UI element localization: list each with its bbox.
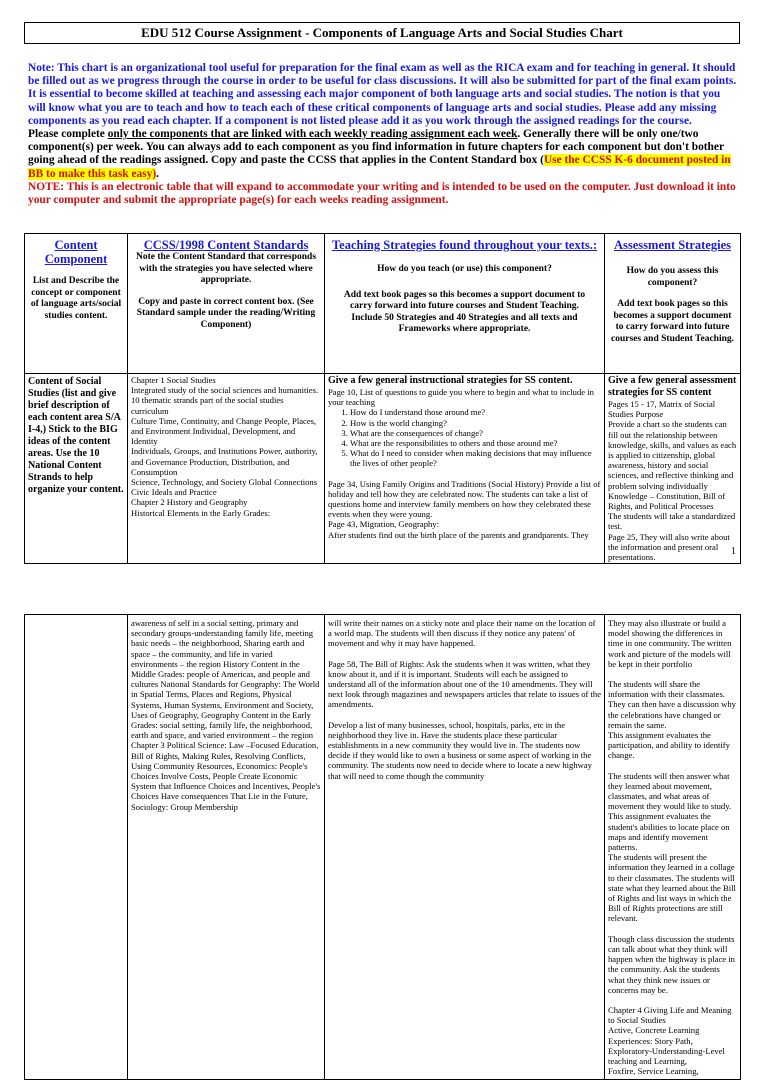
cell-component (25, 374, 128, 564)
standards-line: Integrated study of the social sciences and humanities. (131, 385, 319, 396)
standards-line: 10 thematic strands part of the social studies curriculum (131, 395, 284, 416)
page-number: 1 (731, 546, 736, 557)
cell-assessment-continued (605, 615, 741, 1080)
content-row-continued (25, 615, 741, 1080)
standards-list (128, 374, 324, 519)
standards-continued: awareness of self in a social setting, primary and secondary groups-understanding family life, meeting basic needs – the neighborhood, Sharing earth and space – the community, and life in varied environments – the region History Content in the Middle Grades: people of Americas, and people and cultures National Standards for Geography: The World in Spatial Terms, Places and Regions, Physical Systems, Human Systems, Environment and Society, Uses of Geography, Geography Content in the Early Grades: social setting, family life, the neighborhood, earth and space, and varied environment – the region Chapter 3 Political Science: Law –Focused Education, Bill of Rights, Making Rules, Resolving Conflicts, Using Community Resources, Economics: People's Choices Involve Costs, People Create Economic System that Influence Choices and Incentives, People's Choices Have consequences That Lie in the Future, Sociology: Group Membership (131, 618, 321, 812)
col3-sub1: How do you teach (or use) this component? (377, 264, 552, 274)
please-pre: Please complete (28, 128, 108, 141)
teaching-paragraph: After students find out the birth place of the parents and grandparents. They (328, 529, 589, 540)
header-content-standards (128, 234, 325, 374)
assessment-paragraph: Chapter 4 Giving Life and Meaning to Social Studies (608, 1004, 732, 1026)
assessment-content (605, 374, 740, 563)
teaching-question: 3. What are the consequences of change? (350, 428, 601, 438)
assessment-paragraph: Foxfire, Service Learning, (608, 1066, 699, 1077)
document-title: EDU 512 Course Assignment - Components of Language Arts and Social Studies Chart (24, 22, 740, 44)
assessment-continued (605, 615, 740, 1079)
please-complete (28, 128, 740, 181)
teaching-intro: Page 10, List of questions to guide you where to begin and what to include in your teaching (328, 387, 594, 408)
assessment-paragraph: The students will share the information with their classmates. They can then have a discussion why the celebrations have changed or remain the same. (608, 679, 736, 730)
col3-sub2: Add text book pages so this becomes a support document to carry forward into future courses and Student Teaching. Include 50 Strategies and 40 Strategies and all texts and Frameworks where appropriate. (343, 289, 586, 334)
col2-sub1: Note the Content Standard that corresponds with the strategies you have selected where appropriate. (135, 252, 317, 285)
chart-table-continued (24, 614, 741, 1080)
col2-title: CCSS/1998 Content Standards (143, 238, 309, 252)
teaching-question: 1. How do I understand those around me? (350, 407, 601, 417)
teaching-question: 5. What do I need to consider when making decisions that may influence the lives of other people? (350, 448, 601, 468)
col4-sub2: Add text book pages so this becomes a support document to carry forward into future courses and Student Teaching. (610, 299, 734, 344)
col3-title: Teaching Strategies found throughout your texts.: (331, 238, 598, 252)
please-underlined: only the components that are linked with each weekly reading assignment each week (107, 128, 518, 141)
assessment-paragraph: The students will then answer what they learned about movement, classmates, and what areas of movement they would like to study. (608, 770, 732, 812)
please-end: . (156, 167, 160, 180)
standards-line: Chapter 2 History and Geography (131, 497, 248, 508)
col4-sub1: How do you assess this component? (626, 266, 719, 288)
assessment-paragraph: Page 25, They will also write about the information and present oral presentations. (608, 531, 730, 563)
assessment-paragraph: Though class discussion the students can talk about what they think will happen when the highway is place in the community. Ask the students what they think new issues or concerns may be. (608, 933, 735, 995)
teaching-paragraph: Page 43, Migration, Geography: (328, 519, 439, 530)
cell-standards (128, 374, 325, 564)
teaching-content (325, 374, 604, 541)
cell-assessment (605, 374, 741, 564)
col1-sub: List and Describe the concept or component of language arts/social studies content. (30, 276, 122, 321)
content-row (25, 374, 741, 564)
note-red: NOTE: This is an electronic table that will expand to accommodate your writing and is intended to be used on the computer. Just download it into your computer and submit the appropriate page(s) for each weeks reading assignment. (28, 180, 736, 207)
assessment-paragraph: The students will take a standardized test. (608, 511, 736, 532)
header-assessment-strategies (605, 234, 741, 374)
please-post: . Generally there will be only one/two component(s) per week. You can always add to each component as you find information in future chapters for each component but don't bother going ahead of the readings assigned. Copy and paste the CCSS that applies in the Content Standard box ( (28, 128, 724, 167)
teaching-paragraph: Page 58, The Bill of Rights: Ask the students when it was written, what they know about it, and if it is important. Students will each be assigned to understand all of the information about one of the 10 amendments. They will next look through magazines and newspapers articles that relate to issues of the amendments. (328, 658, 602, 710)
standards-line: Individuals, Groups, and Institutions Power, authority, and Governance Production, Distribution, and Consumption (131, 446, 318, 477)
teaching-heading: Give a few general instructional strategies for SS content. (328, 375, 573, 386)
teaching-question: 4. What are the responsibilities to others and those around me? (350, 438, 601, 448)
teaching-paragraph: will write their names on a sticky note and place their name on the location of a world map. The students will then discuss if they notice any patens' of movement and why it may have happened. (328, 618, 596, 649)
header-teaching-strategies (325, 234, 605, 374)
header-content-component (25, 234, 128, 374)
page-gap (0, 585, 768, 615)
assessment-paragraph: Knowledge – Constitution, Bill of Rights, and Political Processes (608, 490, 726, 512)
teaching-continued (325, 615, 604, 784)
col2-sub2: Copy and paste in correct content box. (See Standard sample under the reading/Writing Component) (136, 296, 316, 330)
assessment-paragraph: Active, Concrete Learning Experiences: Story Path, (608, 1025, 700, 1046)
teaching-question-list (328, 407, 601, 468)
standards-line: Chapter 1 Social Studies (131, 375, 216, 385)
assessment-paragraph: Exploratory-Understanding-Level teaching and Learning, (608, 1045, 725, 1066)
standards-line: Science, Technology, and Society Global Connections (131, 477, 318, 488)
cell-standards-continued (128, 615, 325, 1080)
chart-table (24, 233, 741, 564)
standards-line: Civic Ideals and Practice (131, 487, 217, 498)
standards-line: Historical Elements in the Early Grades: (131, 507, 271, 518)
assessment-paragraph: Provide a chart so the students can fill out the relationship between knowledge, skills, and values as each is applied to citizenship, global awareness, history and social sciences, and reflective thinking and problem solving individually (608, 419, 737, 491)
note-blue: Note: This chart is an organizational tool useful for preparation for the final exam as well as the RICA exam and for teaching in general. It should be filled out as we progress through the course in order to be useful for class discussions. It will also be submitted for part of the final exam points. It is essential to become skilled at teaching and assessing each major component of both language arts and social studies. The notion is that you will know what you are to teach and how to teach each of these critical components of language arts and social studies. Please add any missing components as you read each chapter. If a component is not listed please add it as you work through the assigned readings for the course. (28, 62, 737, 127)
cell-teaching-continued (325, 615, 605, 1080)
teaching-question: 2. How is the world changing? (350, 418, 601, 428)
component-description: Content of Social Studies (list and give brief description of each content area S/A I-4,) Stick to the BIG ideas of the content areas. Use the 10 National Content Strands to help organize your content. (28, 376, 124, 495)
assessment-paragraph: Pages 15 - 17, Matrix of Social Studies Purpose (608, 399, 716, 420)
ccss-highlight: Use the CCSS K-6 document posted in BB to make this task easy) (28, 154, 731, 180)
cell-teaching (325, 374, 605, 564)
teaching-paragraph: Page 34, Using Family Origins and Traditions (Social History) Provide a list of holiday and tell how they are celebrated now. The students can take a list of questions home and interview family members on how they celebrated these events when they were young. (328, 478, 601, 520)
teaching-paragraph: Develop a list of many businesses, school, hospitals, parks, etc in the neighborhood they live in. Have the students place these particular establishments in a new community they would live in. The students now decide if they would like to own a business or some aspect of working in the community. The students now need to decide where to locate a new highway that will need to come though the community (328, 719, 592, 781)
assessment-paragraph: The students will present the information they learned in a collage to their classmates. The students will state what they learned about the Bill of Rights and list ways in which the Bill of Rights protections are still relevant. (608, 852, 736, 924)
assessment-paragraph: This assignment evaluates the participation, and ability to identify change. (608, 730, 730, 761)
standards-line: Culture Time, Continuity, and Change People, Places, and Environment Individual, Development, and Identity (131, 415, 317, 447)
assessment-paragraph: This assignment evaluates the student's abilities to locate place on maps and identify movement patterns. (608, 811, 730, 853)
col4-title: Assessment Strategies (614, 238, 731, 252)
cell-component-continued (25, 615, 128, 1080)
assessment-heading: Give a few general assessment strategies for SS content (608, 375, 737, 398)
assessment-paragraph: They may also illustrate or build a model showing the differences in time in one community. The written work and picture of the models will be kept in their portfolio (608, 618, 732, 669)
col1-title: Content Component (44, 238, 108, 266)
header-row (25, 234, 741, 374)
document-page-2 (0, 615, 768, 1077)
instructions (28, 62, 740, 207)
